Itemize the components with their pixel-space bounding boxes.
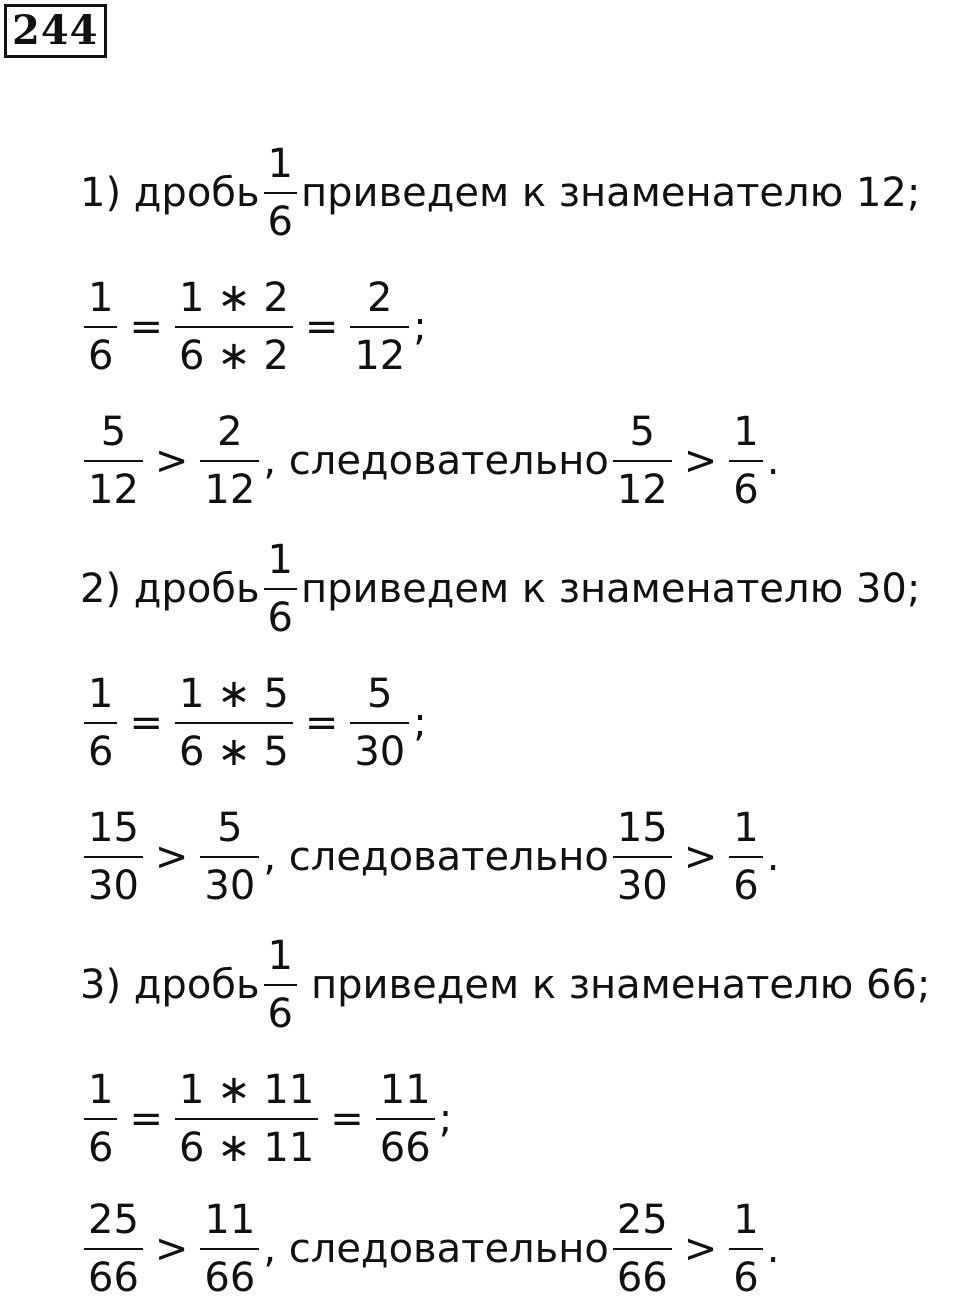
fraction-bar xyxy=(84,326,117,328)
fraction-bar xyxy=(175,722,293,724)
denominator: 30 xyxy=(204,863,256,909)
numerator: 25 xyxy=(616,1197,668,1243)
fraction-bar xyxy=(613,460,672,462)
numerator: 1 xyxy=(88,275,114,321)
fraction xyxy=(200,1198,259,1300)
greater-than-sign: > xyxy=(683,834,718,880)
fraction-bar xyxy=(350,722,409,724)
numerator: 1 xyxy=(88,671,114,717)
part-1-comparison xyxy=(80,410,779,512)
denominator: 6 xyxy=(733,467,759,513)
part-3-intro xyxy=(80,934,930,1036)
fraction xyxy=(84,1068,117,1170)
fraction-bar xyxy=(200,460,259,462)
denominator: 6 xyxy=(733,1255,759,1301)
denominator: 6 xyxy=(733,863,759,909)
fraction xyxy=(84,1198,143,1300)
fraction xyxy=(200,410,259,512)
denominator: 6 xyxy=(267,595,293,641)
fraction xyxy=(264,538,297,640)
fraction xyxy=(729,1198,762,1300)
part-3-comparison xyxy=(80,1198,779,1300)
fraction-bar xyxy=(84,856,143,858)
greater-than-sign: > xyxy=(154,438,189,484)
fraction xyxy=(350,276,409,378)
fraction xyxy=(84,410,143,512)
fraction-bar xyxy=(613,1248,672,1250)
equals-sign: = xyxy=(129,700,163,746)
fraction xyxy=(613,1198,672,1300)
intro-suffix: приведем к знаменателю 12; xyxy=(300,170,921,216)
denominator: 30 xyxy=(354,729,406,775)
numerator: 1 xyxy=(733,1197,759,1243)
semicolon: ; xyxy=(413,304,427,350)
intro-prefix: 1) дробь xyxy=(80,170,260,216)
fraction-bar xyxy=(84,1248,143,1250)
fraction-bar xyxy=(84,722,117,724)
intro-prefix: 2) дробь xyxy=(80,566,260,612)
fraction-bar xyxy=(729,1248,762,1250)
numerator: 1 xyxy=(267,933,293,979)
denominator: 66 xyxy=(88,1255,139,1301)
intro-suffix: приведем к знаменателю 30; xyxy=(300,566,921,612)
fraction xyxy=(84,806,143,908)
fraction-bar xyxy=(84,1118,117,1120)
numerator: 11 xyxy=(204,1197,256,1243)
denominator: 6 ∗ 2 xyxy=(178,333,289,379)
greater-than-sign: > xyxy=(154,834,189,880)
part-1-intro xyxy=(80,142,920,244)
numerator: 5 xyxy=(367,671,393,717)
fraction-bar xyxy=(175,326,293,328)
fraction-bar xyxy=(350,326,409,328)
equals-sign: = xyxy=(129,304,163,350)
denominator: 6 xyxy=(88,729,114,775)
period: . xyxy=(766,834,780,880)
denominator: 12 xyxy=(88,467,139,513)
intro-prefix: 3) дробь xyxy=(80,962,260,1008)
fraction xyxy=(84,276,117,378)
denominator: 12 xyxy=(354,333,406,379)
fraction xyxy=(350,672,409,774)
part-2-equation xyxy=(80,672,427,774)
conclusion-word: , следовательно xyxy=(263,834,609,880)
fraction-bar xyxy=(729,460,762,462)
numerator: 15 xyxy=(616,805,668,851)
part-2-comparison xyxy=(80,806,779,908)
equals-sign: = xyxy=(304,700,339,746)
part-3-equation xyxy=(80,1068,452,1170)
denominator: 12 xyxy=(616,467,668,513)
numerator: 2 xyxy=(367,275,393,321)
greater-than-sign: > xyxy=(683,438,718,484)
fraction-bar xyxy=(376,1118,435,1120)
equals-sign: = xyxy=(330,1096,364,1142)
conclusion-word: , следовательно xyxy=(263,1226,609,1272)
denominator: 6 xyxy=(88,333,114,379)
numerator: 15 xyxy=(88,805,139,851)
denominator: 30 xyxy=(616,863,668,909)
fraction-bar xyxy=(84,460,143,462)
fraction-bar xyxy=(613,856,672,858)
fraction-bar xyxy=(264,984,297,986)
fraction xyxy=(175,1068,318,1170)
fraction-bar xyxy=(200,856,259,858)
denominator: 6 ∗ 11 xyxy=(178,1125,315,1171)
numerator: 5 xyxy=(629,409,655,455)
denominator: 66 xyxy=(204,1255,256,1301)
numerator: 11 xyxy=(379,1067,431,1113)
fraction-bar xyxy=(200,1248,259,1250)
denominator: 66 xyxy=(616,1255,668,1301)
fraction xyxy=(84,672,117,774)
fraction xyxy=(613,806,672,908)
numerator: 1 xyxy=(733,409,759,455)
denominator: 6 xyxy=(267,991,293,1037)
equals-sign: = xyxy=(304,304,339,350)
fraction xyxy=(729,806,762,908)
fraction xyxy=(613,410,672,512)
denominator: 30 xyxy=(88,863,139,909)
numerator: 1 xyxy=(733,805,759,851)
numerator: 1 ∗ 5 xyxy=(178,671,289,717)
fraction xyxy=(376,1068,435,1170)
numerator: 5 xyxy=(100,409,127,455)
fraction-bar xyxy=(175,1118,318,1120)
fraction xyxy=(264,142,297,244)
numerator: 1 xyxy=(267,141,293,187)
greater-than-sign: > xyxy=(683,1226,718,1272)
period: . xyxy=(766,1226,780,1272)
fraction xyxy=(264,934,297,1036)
intro-suffix: приведем к знаменателю 66; xyxy=(310,962,931,1008)
fraction xyxy=(175,276,293,378)
part-1-equation xyxy=(80,276,427,378)
numerator: 1 xyxy=(267,537,293,583)
fraction xyxy=(175,672,293,774)
denominator: 66 xyxy=(379,1125,431,1171)
numerator: 1 ∗ 2 xyxy=(178,275,289,321)
denominator: 6 xyxy=(267,199,293,245)
numerator: 25 xyxy=(88,1197,139,1243)
part-2-intro xyxy=(80,538,920,640)
denominator: 6 ∗ 5 xyxy=(178,729,289,775)
fraction-bar xyxy=(264,192,297,194)
numerator: 2 xyxy=(217,409,243,455)
denominator: 12 xyxy=(204,467,256,513)
conclusion-word: , следовательно xyxy=(263,438,609,484)
period: . xyxy=(766,438,780,484)
semicolon: ; xyxy=(438,1096,453,1142)
problem-number: 244 xyxy=(4,4,107,58)
numerator: 1 ∗ 11 xyxy=(178,1067,315,1113)
equals-sign: = xyxy=(129,1096,163,1142)
greater-than-sign: > xyxy=(154,1226,189,1272)
fraction xyxy=(200,806,259,908)
fraction xyxy=(729,410,762,512)
semicolon: ; xyxy=(413,700,427,746)
numerator: 5 xyxy=(217,805,243,851)
fraction-bar xyxy=(264,588,297,590)
denominator: 6 xyxy=(88,1125,114,1171)
fraction-bar xyxy=(729,856,762,858)
numerator: 1 xyxy=(88,1067,114,1113)
